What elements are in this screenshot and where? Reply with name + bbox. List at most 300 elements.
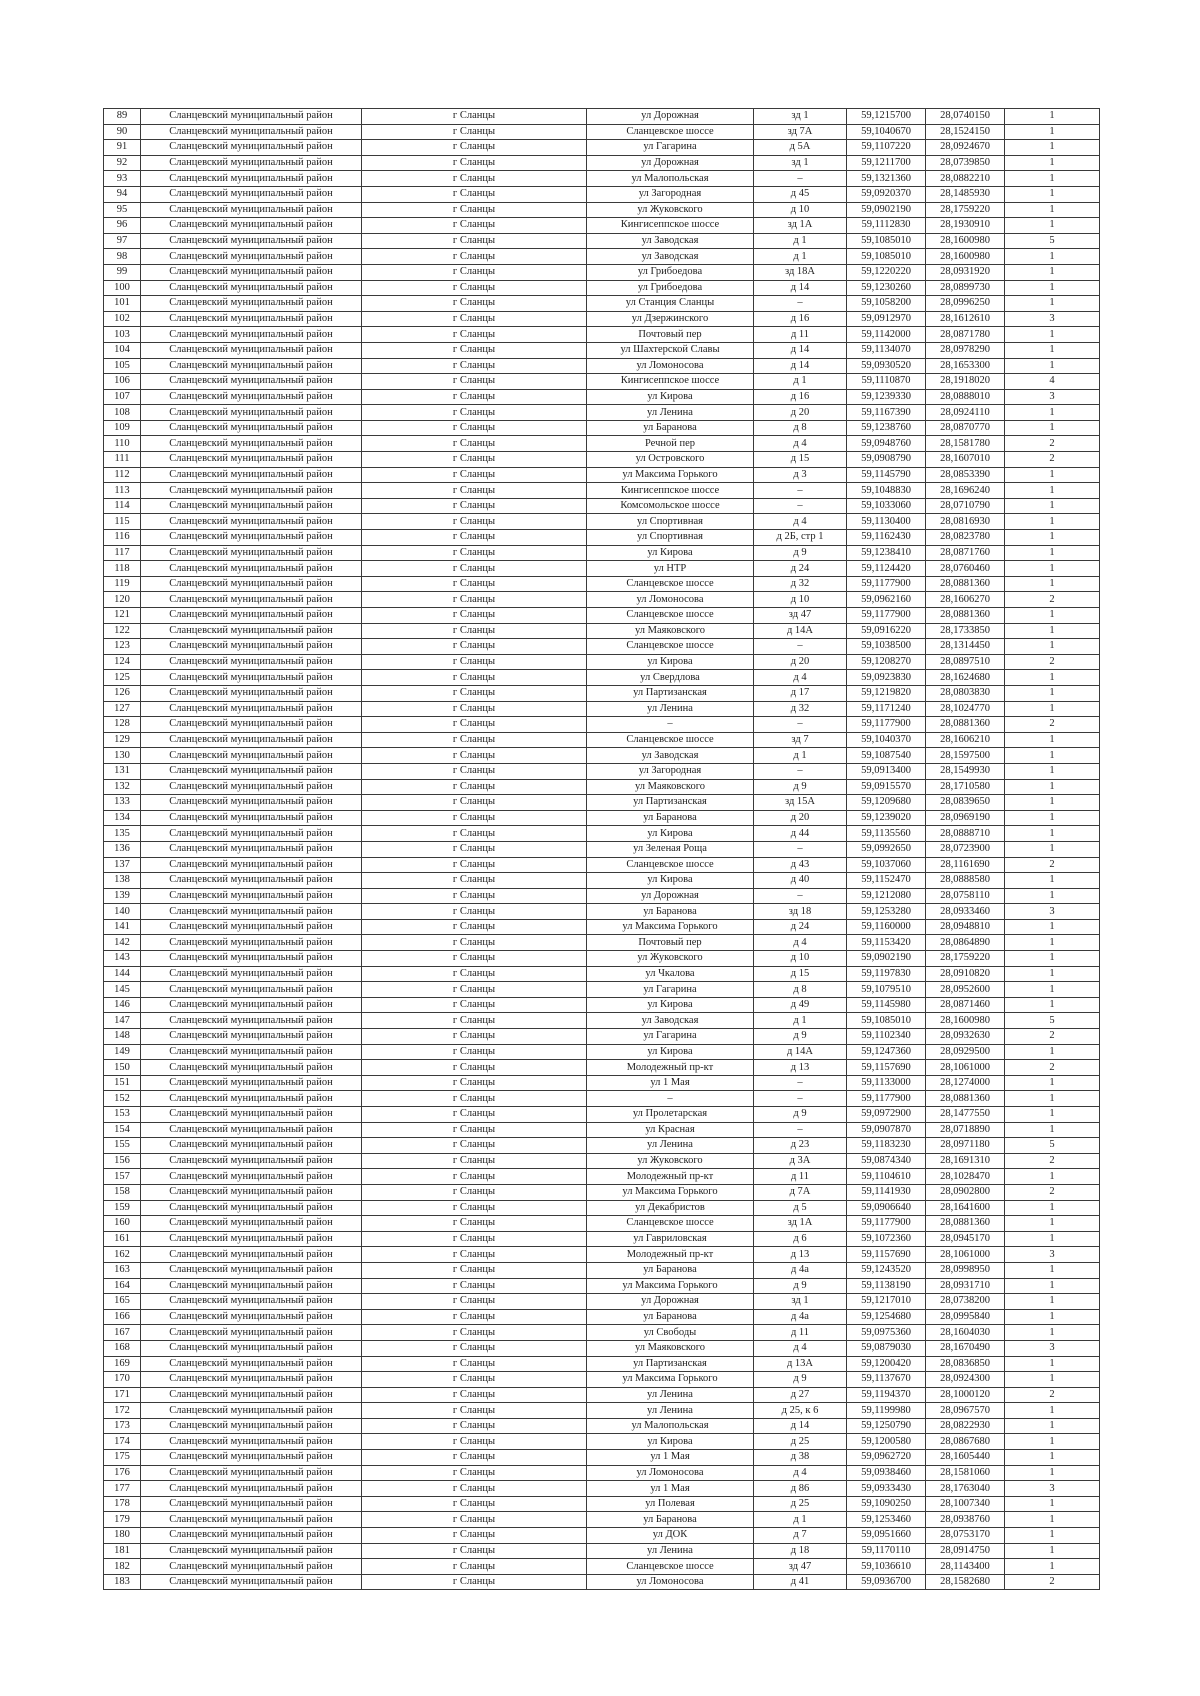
- table-row: [104, 1543, 1100, 1559]
- row-number: 121: [104, 608, 141, 624]
- street-cell: ул Партизанская: [587, 795, 754, 811]
- latitude-cell: 59,1145790: [847, 467, 926, 483]
- longitude-cell: 28,1605440: [926, 1450, 1005, 1466]
- district-cell: Сланцевский муниципальный район: [141, 951, 362, 967]
- building-cell: зд 7: [754, 732, 847, 748]
- town-cell: г Сланцы: [362, 327, 587, 343]
- town-cell: г Сланцы: [362, 888, 587, 904]
- building-cell: д 4: [754, 514, 847, 530]
- row-number: 153: [104, 1107, 141, 1123]
- count-cell: 1: [1005, 685, 1100, 701]
- latitude-cell: 59,1197830: [847, 966, 926, 982]
- district-cell: Сланцевский муниципальный район: [141, 717, 362, 733]
- street-cell: Кингисеппское шоссе: [587, 483, 754, 499]
- street-cell: Сланцевское шоссе: [587, 1216, 754, 1232]
- table-row: [104, 280, 1100, 296]
- district-cell: Сланцевский муниципальный район: [141, 857, 362, 873]
- district-cell: Сланцевский муниципальный район: [141, 841, 362, 857]
- building-cell: –: [754, 639, 847, 655]
- latitude-cell: 59,1253280: [847, 904, 926, 920]
- row-number: 178: [104, 1496, 141, 1512]
- building-cell: д 45: [754, 186, 847, 202]
- longitude-cell: 28,0822930: [926, 1418, 1005, 1434]
- district-cell: Сланцевский муниципальный район: [141, 592, 362, 608]
- longitude-cell: 28,1600980: [926, 233, 1005, 249]
- building-cell: зд 1А: [754, 218, 847, 234]
- row-number: 116: [104, 530, 141, 546]
- row-number: 103: [104, 327, 141, 343]
- table-row: [104, 498, 1100, 514]
- longitude-cell: 28,1581780: [926, 436, 1005, 452]
- town-cell: г Сланцы: [362, 109, 587, 125]
- building-cell: д 10: [754, 951, 847, 967]
- town-cell: г Сланцы: [362, 1309, 587, 1325]
- count-cell: 1: [1005, 202, 1100, 218]
- longitude-cell: 28,1485930: [926, 186, 1005, 202]
- table-row: [104, 841, 1100, 857]
- count-cell: 1: [1005, 1325, 1100, 1341]
- building-cell: д 1: [754, 233, 847, 249]
- district-cell: Сланцевский муниципальный район: [141, 1356, 362, 1372]
- count-cell: 3: [1005, 904, 1100, 920]
- street-cell: ул Загородная: [587, 763, 754, 779]
- latitude-cell: 59,1177900: [847, 1216, 926, 1232]
- building-cell: д 25: [754, 1434, 847, 1450]
- count-cell: 2: [1005, 717, 1100, 733]
- count-cell: 1: [1005, 1450, 1100, 1466]
- district-cell: Сланцевский муниципальный район: [141, 233, 362, 249]
- town-cell: г Сланцы: [362, 1091, 587, 1107]
- latitude-cell: 59,1033060: [847, 498, 926, 514]
- count-cell: 1: [1005, 530, 1100, 546]
- row-number: 109: [104, 420, 141, 436]
- district-cell: Сланцевский муниципальный район: [141, 1434, 362, 1450]
- street-cell: ул Свердлова: [587, 670, 754, 686]
- longitude-cell: 28,1061000: [926, 1060, 1005, 1076]
- street-cell: ул Красная: [587, 1122, 754, 1138]
- town-cell: г Сланцы: [362, 264, 587, 280]
- latitude-cell: 59,1167390: [847, 405, 926, 421]
- district-cell: Сланцевский муниципальный район: [141, 919, 362, 935]
- latitude-cell: 59,1085010: [847, 233, 926, 249]
- district-cell: Сланцевский муниципальный район: [141, 342, 362, 358]
- longitude-cell: 28,1582680: [926, 1574, 1005, 1590]
- table-row: [104, 545, 1100, 561]
- building-cell: д 8: [754, 420, 847, 436]
- building-cell: д 4: [754, 670, 847, 686]
- longitude-cell: 28,1710580: [926, 779, 1005, 795]
- street-cell: Молодежный пр-кт: [587, 1247, 754, 1263]
- table-row: [104, 1122, 1100, 1138]
- town-cell: г Сланцы: [362, 233, 587, 249]
- street-cell: ул Шахтерской Славы: [587, 342, 754, 358]
- latitude-cell: 59,1200420: [847, 1356, 926, 1372]
- street-cell: ул Малопольская: [587, 171, 754, 187]
- district-cell: Сланцевский муниципальный район: [141, 1294, 362, 1310]
- town-cell: г Сланцы: [362, 592, 587, 608]
- district-cell: Сланцевский муниципальный район: [141, 810, 362, 826]
- building-cell: д 25: [754, 1496, 847, 1512]
- town-cell: г Сланцы: [362, 1543, 587, 1559]
- count-cell: 5: [1005, 1138, 1100, 1154]
- building-cell: д 4: [754, 1340, 847, 1356]
- count-cell: 4: [1005, 374, 1100, 390]
- district-cell: Сланцевский муниципальный район: [141, 171, 362, 187]
- row-number: 128: [104, 717, 141, 733]
- building-cell: д 23: [754, 1138, 847, 1154]
- building-cell: д 14: [754, 358, 847, 374]
- longitude-cell: 28,0995840: [926, 1309, 1005, 1325]
- building-cell: д 27: [754, 1387, 847, 1403]
- building-cell: –: [754, 763, 847, 779]
- table-row: [104, 639, 1100, 655]
- count-cell: 1: [1005, 701, 1100, 717]
- latitude-cell: 59,1170110: [847, 1543, 926, 1559]
- town-cell: г Сланцы: [362, 857, 587, 873]
- row-number: 165: [104, 1294, 141, 1310]
- district-cell: Сланцевский муниципальный район: [141, 1387, 362, 1403]
- building-cell: д 11: [754, 1325, 847, 1341]
- longitude-cell: 28,0945170: [926, 1231, 1005, 1247]
- building-cell: –: [754, 841, 847, 857]
- longitude-cell: 28,0823780: [926, 530, 1005, 546]
- latitude-cell: 59,1211700: [847, 155, 926, 171]
- town-cell: г Сланцы: [362, 405, 587, 421]
- district-cell: Сланцевский муниципальный район: [141, 1247, 362, 1263]
- longitude-cell: 28,0758110: [926, 888, 1005, 904]
- row-number: 182: [104, 1559, 141, 1575]
- longitude-cell: 28,0723900: [926, 841, 1005, 857]
- latitude-cell: 59,1208270: [847, 654, 926, 670]
- town-cell: г Сланцы: [362, 202, 587, 218]
- longitude-cell: 28,0897510: [926, 654, 1005, 670]
- row-number: 164: [104, 1278, 141, 1294]
- street-cell: ул Дзержинского: [587, 311, 754, 327]
- row-number: 154: [104, 1122, 141, 1138]
- street-cell: ул Спортивная: [587, 514, 754, 530]
- district-cell: Сланцевский муниципальный район: [141, 358, 362, 374]
- street-cell: ул Максима Горького: [587, 467, 754, 483]
- street-cell: ул Дорожная: [587, 1294, 754, 1310]
- building-cell: д 2Б, стр 1: [754, 530, 847, 546]
- count-cell: 1: [1005, 1294, 1100, 1310]
- row-number: 183: [104, 1574, 141, 1590]
- street-cell: ул Жуковского: [587, 951, 754, 967]
- building-cell: д 32: [754, 576, 847, 592]
- row-number: 160: [104, 1216, 141, 1232]
- town-cell: г Сланцы: [362, 342, 587, 358]
- town-cell: г Сланцы: [362, 873, 587, 889]
- street-cell: ул Баранова: [587, 420, 754, 436]
- count-cell: 1: [1005, 935, 1100, 951]
- street-cell: ул Гагарина: [587, 140, 754, 156]
- building-cell: д 7: [754, 1528, 847, 1544]
- row-number: 111: [104, 452, 141, 468]
- latitude-cell: 59,1200580: [847, 1434, 926, 1450]
- row-number: 122: [104, 623, 141, 639]
- latitude-cell: 59,1171240: [847, 701, 926, 717]
- latitude-cell: 59,1135560: [847, 826, 926, 842]
- row-number: 132: [104, 779, 141, 795]
- building-cell: д 4а: [754, 1309, 847, 1325]
- street-cell: ул Дорожная: [587, 109, 754, 125]
- latitude-cell: 59,1153420: [847, 935, 926, 951]
- town-cell: г Сланцы: [362, 483, 587, 499]
- table-row: [104, 389, 1100, 405]
- longitude-cell: 28,0902800: [926, 1184, 1005, 1200]
- district-cell: Сланцевский муниципальный район: [141, 436, 362, 452]
- latitude-cell: 59,1037060: [847, 857, 926, 873]
- district-cell: Сланцевский муниципальный район: [141, 982, 362, 998]
- latitude-cell: 59,0906640: [847, 1200, 926, 1216]
- building-cell: д 4: [754, 1465, 847, 1481]
- longitude-cell: 28,0839650: [926, 795, 1005, 811]
- longitude-cell: 28,1759220: [926, 951, 1005, 967]
- table-row: [104, 1231, 1100, 1247]
- district-cell: Сланцевский муниципальный район: [141, 608, 362, 624]
- count-cell: 1: [1005, 545, 1100, 561]
- building-cell: д 13: [754, 1247, 847, 1263]
- longitude-cell: 28,0924110: [926, 405, 1005, 421]
- table-row: [104, 685, 1100, 701]
- count-cell: 1: [1005, 296, 1100, 312]
- building-cell: зд 47: [754, 608, 847, 624]
- street-cell: ул Баранова: [587, 1512, 754, 1528]
- latitude-cell: 59,1104610: [847, 1169, 926, 1185]
- count-cell: 3: [1005, 1481, 1100, 1497]
- town-cell: г Сланцы: [362, 841, 587, 857]
- district-cell: Сланцевский муниципальный район: [141, 1153, 362, 1169]
- longitude-cell: 28,0888710: [926, 826, 1005, 842]
- longitude-cell: 28,0948810: [926, 919, 1005, 935]
- longitude-cell: 28,1477550: [926, 1107, 1005, 1123]
- street-cell: Сланцевское шоссе: [587, 732, 754, 748]
- row-number: 151: [104, 1075, 141, 1091]
- street-cell: ул Спортивная: [587, 530, 754, 546]
- street-cell: ул Островского: [587, 452, 754, 468]
- latitude-cell: 59,1085010: [847, 249, 926, 265]
- latitude-cell: 59,1130400: [847, 514, 926, 530]
- row-number: 172: [104, 1403, 141, 1419]
- town-cell: г Сланцы: [362, 904, 587, 920]
- town-cell: г Сланцы: [362, 1262, 587, 1278]
- building-cell: д 9: [754, 1278, 847, 1294]
- building-cell: д 11: [754, 1169, 847, 1185]
- table-row: [104, 420, 1100, 436]
- district-cell: Сланцевский муниципальный район: [141, 763, 362, 779]
- row-number: 93: [104, 171, 141, 187]
- table-row: [104, 1528, 1100, 1544]
- building-cell: –: [754, 171, 847, 187]
- district-cell: Сланцевский муниципальный район: [141, 1169, 362, 1185]
- building-cell: зд 7А: [754, 124, 847, 140]
- table-row: [104, 1465, 1100, 1481]
- building-cell: д 9: [754, 1372, 847, 1388]
- row-number: 161: [104, 1231, 141, 1247]
- longitude-cell: 28,0938760: [926, 1512, 1005, 1528]
- district-cell: Сланцевский муниципальный район: [141, 654, 362, 670]
- count-cell: 2: [1005, 1060, 1100, 1076]
- district-cell: Сланцевский муниципальный район: [141, 1231, 362, 1247]
- count-cell: 1: [1005, 1496, 1100, 1512]
- longitude-cell: 28,1641600: [926, 1200, 1005, 1216]
- count-cell: 2: [1005, 1029, 1100, 1045]
- row-number: 98: [104, 249, 141, 265]
- district-cell: Сланцевский муниципальный район: [141, 685, 362, 701]
- building-cell: д 41: [754, 1574, 847, 1590]
- building-cell: д 4: [754, 935, 847, 951]
- table-row: [104, 171, 1100, 187]
- street-cell: ул Баранова: [587, 1262, 754, 1278]
- street-cell: ул Кирова: [587, 1434, 754, 1450]
- row-number: 108: [104, 405, 141, 421]
- street-cell: ул Гавриловская: [587, 1231, 754, 1247]
- town-cell: г Сланцы: [362, 748, 587, 764]
- count-cell: 1: [1005, 966, 1100, 982]
- count-cell: 1: [1005, 951, 1100, 967]
- district-cell: Сланцевский муниципальный район: [141, 935, 362, 951]
- longitude-cell: 28,0952600: [926, 982, 1005, 998]
- latitude-cell: 59,0975360: [847, 1325, 926, 1341]
- count-cell: 2: [1005, 654, 1100, 670]
- latitude-cell: 59,1254680: [847, 1309, 926, 1325]
- count-cell: 1: [1005, 1278, 1100, 1294]
- row-number: 168: [104, 1340, 141, 1356]
- latitude-cell: 59,1230260: [847, 280, 926, 296]
- town-cell: г Сланцы: [362, 1574, 587, 1590]
- latitude-cell: 59,1321360: [847, 171, 926, 187]
- table-row: [104, 1434, 1100, 1450]
- street-cell: ул Загородная: [587, 186, 754, 202]
- town-cell: г Сланцы: [362, 296, 587, 312]
- table-row: [104, 732, 1100, 748]
- count-cell: 1: [1005, 826, 1100, 842]
- district-cell: Сланцевский муниципальный район: [141, 1013, 362, 1029]
- street-cell: ул Дорожная: [587, 155, 754, 171]
- row-number: 120: [104, 592, 141, 608]
- latitude-cell: 59,1215700: [847, 109, 926, 125]
- row-number: 148: [104, 1029, 141, 1045]
- street-cell: ул Максима Горького: [587, 919, 754, 935]
- count-cell: 1: [1005, 1559, 1100, 1575]
- longitude-cell: 28,1061000: [926, 1247, 1005, 1263]
- street-cell: Сланцевское шоссе: [587, 857, 754, 873]
- town-cell: г Сланцы: [362, 1496, 587, 1512]
- latitude-cell: 59,1134070: [847, 342, 926, 358]
- building-cell: зд 15А: [754, 795, 847, 811]
- count-cell: 1: [1005, 186, 1100, 202]
- district-cell: Сланцевский муниципальный район: [141, 405, 362, 421]
- count-cell: 1: [1005, 997, 1100, 1013]
- longitude-cell: 28,0996250: [926, 296, 1005, 312]
- street-cell: Молодежный пр-кт: [587, 1169, 754, 1185]
- longitude-cell: 28,0718890: [926, 1122, 1005, 1138]
- row-number: 89: [104, 109, 141, 125]
- longitude-cell: 28,1606270: [926, 592, 1005, 608]
- table-row: [104, 514, 1100, 530]
- town-cell: г Сланцы: [362, 280, 587, 296]
- district-cell: Сланцевский муниципальный район: [141, 452, 362, 468]
- latitude-cell: 59,1085010: [847, 1013, 926, 1029]
- table-row: [104, 202, 1100, 218]
- latitude-cell: 59,1183230: [847, 1138, 926, 1154]
- building-cell: –: [754, 296, 847, 312]
- street-cell: ул Кирова: [587, 997, 754, 1013]
- count-cell: 1: [1005, 342, 1100, 358]
- building-cell: д 44: [754, 826, 847, 842]
- town-cell: г Сланцы: [362, 1075, 587, 1091]
- longitude-cell: 28,1612610: [926, 311, 1005, 327]
- table-row: [104, 1278, 1100, 1294]
- row-number: 180: [104, 1528, 141, 1544]
- street-cell: ул Ленина: [587, 405, 754, 421]
- building-cell: д 10: [754, 592, 847, 608]
- longitude-cell: 28,1670490: [926, 1340, 1005, 1356]
- town-cell: г Сланцы: [362, 1356, 587, 1372]
- town-cell: г Сланцы: [362, 1013, 587, 1029]
- town-cell: г Сланцы: [362, 1559, 587, 1575]
- district-cell: Сланцевский муниципальный район: [141, 1138, 362, 1154]
- count-cell: 2: [1005, 857, 1100, 873]
- row-number: 92: [104, 155, 141, 171]
- street-cell: ул Ломоносова: [587, 592, 754, 608]
- row-number: 96: [104, 218, 141, 234]
- row-number: 94: [104, 186, 141, 202]
- town-cell: г Сланцы: [362, 498, 587, 514]
- table-row: [104, 530, 1100, 546]
- latitude-cell: 59,0874340: [847, 1153, 926, 1169]
- district-cell: Сланцевский муниципальный район: [141, 795, 362, 811]
- building-cell: д 40: [754, 873, 847, 889]
- street-cell: ул Ленина: [587, 701, 754, 717]
- street-cell: ул Маяковского: [587, 623, 754, 639]
- street-cell: ул НТР: [587, 561, 754, 577]
- district-cell: Сланцевский муниципальный район: [141, 296, 362, 312]
- count-cell: 1: [1005, 779, 1100, 795]
- town-cell: г Сланцы: [362, 1107, 587, 1123]
- district-cell: Сланцевский муниципальный район: [141, 639, 362, 655]
- count-cell: 1: [1005, 1543, 1100, 1559]
- table-row: [104, 966, 1100, 982]
- street-cell: ул Ломоносова: [587, 1465, 754, 1481]
- table-row: [104, 919, 1100, 935]
- table-row: [104, 608, 1100, 624]
- latitude-cell: 59,1219820: [847, 685, 926, 701]
- row-number: 90: [104, 124, 141, 140]
- latitude-cell: 59,0938460: [847, 1465, 926, 1481]
- district-cell: Сланцевский муниципальный район: [141, 311, 362, 327]
- latitude-cell: 59,0948760: [847, 436, 926, 452]
- town-cell: г Сланцы: [362, 717, 587, 733]
- count-cell: 1: [1005, 795, 1100, 811]
- town-cell: г Сланцы: [362, 997, 587, 1013]
- latitude-cell: 59,1157690: [847, 1060, 926, 1076]
- count-cell: 1: [1005, 888, 1100, 904]
- building-cell: зд 18: [754, 904, 847, 920]
- longitude-cell: 28,1604030: [926, 1325, 1005, 1341]
- town-cell: г Сланцы: [362, 1169, 587, 1185]
- table-row: [104, 109, 1100, 125]
- row-number: 159: [104, 1200, 141, 1216]
- table-row: [104, 982, 1100, 998]
- district-cell: Сланцевский муниципальный район: [141, 1496, 362, 1512]
- count-cell: 1: [1005, 670, 1100, 686]
- table-row: [104, 249, 1100, 265]
- row-number: 134: [104, 810, 141, 826]
- district-cell: Сланцевский муниципальный район: [141, 389, 362, 405]
- count-cell: 1: [1005, 1528, 1100, 1544]
- building-cell: д 9: [754, 1107, 847, 1123]
